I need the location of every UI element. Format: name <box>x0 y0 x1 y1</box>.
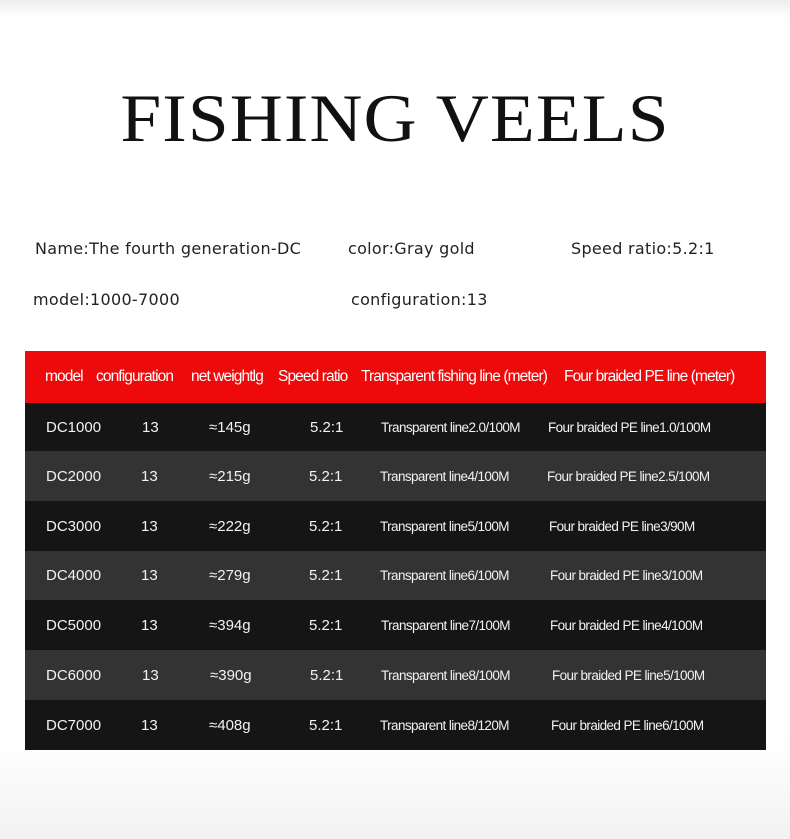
spec-name: Name:The fourth generation-DC <box>35 239 302 258</box>
table-header-row <box>25 351 766 403</box>
cell-speed-ratio: 5.2:1 <box>309 716 343 734</box>
cell-pe-line: Four braided PE line1.0/100M <box>548 419 711 435</box>
cell-transparent-line: Transparent line4/100M <box>380 468 509 484</box>
cell-configuration: 13 <box>141 567 158 584</box>
cell-pe-line: Four braided PE line3/90M <box>549 518 695 534</box>
cell-speed-ratio: 5.2:1 <box>309 567 343 584</box>
cell-model: DC3000 <box>46 517 102 535</box>
cell-speed-ratio: 5.2:1 <box>310 418 344 436</box>
table-row <box>25 650 766 700</box>
table-row <box>25 600 766 650</box>
spec-color: color:Gray gold <box>348 239 475 258</box>
cell-net-weight: ≈394g <box>209 616 251 634</box>
spec-table <box>25 351 766 750</box>
cell-net-weight: ≈390g <box>210 666 252 684</box>
cell-pe-line: Four braided PE line3/100M <box>550 568 703 583</box>
cell-configuration: 13 <box>141 716 158 734</box>
header-transparent-line: Transparent fishing line (meter) <box>361 368 547 385</box>
cell-transparent-line: Transparent line6/100M <box>380 568 509 583</box>
cell-configuration: 13 <box>142 666 159 684</box>
cell-pe-line: Four braided PE line6/100M <box>551 717 704 733</box>
cell-net-weight: ≈145g <box>209 418 251 436</box>
spec-model: model:1000-7000 <box>33 290 180 309</box>
cell-speed-ratio: 5.2:1 <box>310 666 344 684</box>
header-model: model <box>45 368 83 385</box>
cell-configuration: 13 <box>142 418 159 436</box>
cell-net-weight: ≈222g <box>209 517 251 535</box>
cell-transparent-line: Transparent line2.0/100M <box>381 419 520 435</box>
cell-model: DC5000 <box>46 616 102 634</box>
cell-pe-line: Four braided PE line5/100M <box>552 667 705 683</box>
table-row <box>25 501 766 551</box>
cell-configuration: 13 <box>141 517 158 535</box>
table-row <box>25 403 766 451</box>
cell-speed-ratio: 5.2:1 <box>309 517 343 535</box>
spec-speed-ratio: Speed ratio:5.2:1 <box>571 239 715 258</box>
cell-model: DC6000 <box>46 666 102 684</box>
table-row <box>25 551 766 600</box>
cell-transparent-line: Transparent line8/100M <box>381 667 510 683</box>
cell-pe-line: Four braided PE line4/100M <box>550 617 703 633</box>
cell-model: DC1000 <box>46 418 102 436</box>
header-speed-ratio: Speed ratio <box>278 368 348 385</box>
header-pe-line: Four braided PE line (meter) <box>564 368 735 385</box>
header-net-weight: net weightlg <box>191 368 263 385</box>
cell-speed-ratio: 5.2:1 <box>309 467 343 485</box>
cell-speed-ratio: 5.2:1 <box>309 616 343 634</box>
cell-net-weight: ≈215g <box>209 467 251 485</box>
cell-pe-line: Four braided PE line2.5/100M <box>547 468 710 484</box>
table-row <box>25 451 766 501</box>
cell-model: DC7000 <box>46 716 102 734</box>
header-configuration: configuration <box>96 368 174 385</box>
cell-net-weight: ≈279g <box>209 567 251 584</box>
cell-transparent-line: Transparent line7/100M <box>381 617 510 633</box>
cell-transparent-line: Transparent line8/120M <box>380 717 509 733</box>
cell-net-weight: ≈408g <box>209 716 251 734</box>
spec-configuration: configuration:13 <box>351 290 488 309</box>
cell-transparent-line: Transparent line5/100M <box>380 518 509 534</box>
page-title: FISHING VEELS <box>120 80 670 156</box>
cell-model: DC4000 <box>46 567 102 584</box>
table-row <box>25 700 766 750</box>
cell-model: DC2000 <box>46 467 102 485</box>
cell-configuration: 13 <box>141 467 158 485</box>
cell-configuration: 13 <box>141 616 158 634</box>
